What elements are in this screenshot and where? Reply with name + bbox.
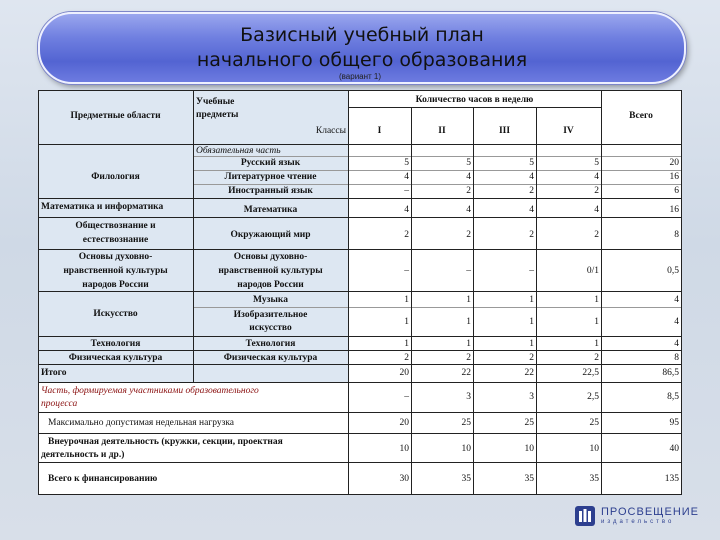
title-line-1: Базисный учебный план bbox=[240, 24, 484, 46]
value-participants-grade-4: 2,5 bbox=[587, 392, 599, 402]
value-participants-grade-1: – bbox=[404, 392, 409, 402]
header-total: Всего bbox=[629, 111, 653, 121]
value-fineart-grade-2: 1 bbox=[466, 317, 471, 327]
mandatory-label: Обязательная часть bbox=[196, 146, 281, 156]
value-world-grade-2: 2 bbox=[466, 230, 471, 240]
subject-math: Математика bbox=[243, 205, 298, 215]
value-funding-grade-1: 30 bbox=[399, 474, 409, 484]
value-literature-grade-4: 4 bbox=[594, 172, 599, 182]
value-participants-total: 8,5 bbox=[667, 392, 679, 402]
value-fineart-total: 4 bbox=[674, 317, 679, 327]
value-spiritual-grade-3: – bbox=[529, 266, 534, 276]
area-society-l2: естествознание bbox=[82, 235, 149, 245]
subject-music: Музыка bbox=[253, 295, 288, 305]
value-total-grade-3: 22 bbox=[524, 368, 534, 378]
value-fineart-grade-3: 1 bbox=[529, 317, 534, 327]
value-extracurricular-grade-3: 10 bbox=[524, 444, 534, 454]
row-participants-l2: процесса bbox=[41, 399, 78, 409]
area-philology: Филология bbox=[91, 172, 140, 182]
value-total-total: 86,5 bbox=[662, 368, 679, 378]
value-math-grade-1: 4 bbox=[404, 205, 409, 215]
value-world-grade-4: 2 bbox=[594, 230, 599, 240]
value-russian-total: 20 bbox=[669, 158, 679, 168]
value-max-load-grade-4: 25 bbox=[589, 418, 599, 428]
value-total-grade-2: 22 bbox=[461, 368, 471, 378]
value-pe-grade-2: 2 bbox=[466, 353, 471, 363]
value-spiritual-grade-1: – bbox=[404, 266, 409, 276]
value-foreign-grade-3: 2 bbox=[529, 186, 534, 196]
area-spiritual-l1: Основы духовно- bbox=[78, 252, 153, 262]
publisher-logo bbox=[574, 505, 699, 527]
row-total-label: Итого bbox=[41, 368, 67, 378]
row-funding-label: Всего к финансированию bbox=[48, 474, 158, 484]
variant-label: (вариант 1) bbox=[338, 72, 382, 81]
value-literature-grade-2: 4 bbox=[466, 172, 471, 182]
header-classes: Классы bbox=[315, 126, 346, 136]
value-math-grade-2: 4 bbox=[466, 205, 471, 215]
row-participants-l1: Часть, формируемая участниками образовательного bbox=[41, 386, 259, 396]
value-extracurricular-grade-2: 10 bbox=[461, 444, 471, 454]
grade-2: II bbox=[438, 126, 446, 136]
value-music-grade-4: 1 bbox=[594, 295, 599, 305]
value-music-grade-1: 1 bbox=[404, 295, 409, 305]
area-math: Математика и информатика bbox=[41, 202, 164, 212]
title-line-2: начального общего образования bbox=[196, 49, 528, 71]
header-areas: Предметные области bbox=[70, 111, 161, 121]
header-subjects-l2: предметы bbox=[196, 110, 239, 120]
area-spiritual-l3: народов России bbox=[82, 280, 149, 290]
value-funding-total: 135 bbox=[664, 474, 679, 484]
value-math-grade-4: 4 bbox=[594, 205, 599, 215]
header-subjects-l1: Учебные bbox=[196, 97, 235, 107]
publisher-name: ПРОСВЕЩЕНИЕ bbox=[601, 505, 700, 518]
area-society-l1: Обществознание и bbox=[75, 221, 156, 231]
value-foreign-grade-4: 2 bbox=[594, 186, 599, 196]
value-russian-grade-2: 5 bbox=[466, 158, 471, 168]
value-extracurricular-grade-1: 10 bbox=[399, 444, 409, 454]
value-world-grade-1: 2 bbox=[404, 230, 409, 240]
subject-foreign: Иностранный язык bbox=[228, 186, 313, 196]
value-math-total: 16 bbox=[669, 205, 679, 215]
subject-russian: Русский язык bbox=[240, 158, 301, 168]
value-math-grade-3: 4 bbox=[529, 205, 534, 215]
value-extracurricular-total: 40 bbox=[669, 444, 679, 454]
value-spiritual-total: 0,5 bbox=[667, 266, 679, 276]
value-foreign-grade-2: 2 bbox=[466, 186, 471, 196]
value-total-grade-1: 20 bbox=[399, 368, 409, 378]
value-russian-grade-3: 5 bbox=[529, 158, 534, 168]
value-participants-grade-2: 3 bbox=[466, 392, 471, 402]
subject-spiritual-l2: нравственной культуры bbox=[218, 266, 323, 276]
row-extra-l2: деятельность и др.) bbox=[41, 450, 125, 460]
area-art: Искусство bbox=[93, 309, 138, 319]
value-participants-grade-3: 3 bbox=[529, 392, 534, 402]
value-literature-grade-3: 4 bbox=[529, 172, 534, 182]
value-total-grade-4: 22,5 bbox=[582, 368, 599, 378]
value-funding-grade-4: 35 bbox=[589, 474, 599, 484]
subject-pe: Физическая культура bbox=[223, 353, 318, 363]
grade-3: III bbox=[498, 126, 511, 136]
value-funding-grade-2: 35 bbox=[461, 474, 471, 484]
publisher-sub: издательство bbox=[601, 518, 675, 525]
value-foreign-total: 6 bbox=[674, 186, 679, 196]
value-spiritual-grade-2: – bbox=[466, 266, 471, 276]
value-pe-grade-1: 2 bbox=[404, 353, 409, 363]
value-pe-grade-3: 2 bbox=[529, 353, 534, 363]
value-tech-grade-4: 1 bbox=[594, 339, 599, 349]
subject-literature: Литературное чтение bbox=[224, 172, 317, 182]
publisher-emblem-icon bbox=[574, 505, 596, 527]
value-tech-grade-1: 1 bbox=[404, 339, 409, 349]
area-spiritual-l2: нравственной культуры bbox=[63, 266, 168, 276]
header-hours: Количество часов в неделю bbox=[415, 95, 534, 105]
value-music-grade-2: 1 bbox=[466, 295, 471, 305]
row-extra-l1: Внеурочная деятельность (кружки, секции, проектная bbox=[48, 437, 283, 447]
value-max-load-grade-3: 25 bbox=[524, 418, 534, 428]
value-max-load-grade-2: 25 bbox=[461, 418, 471, 428]
curriculum-table bbox=[38, 90, 682, 495]
value-world-total: 8 bbox=[674, 230, 679, 240]
value-max-load-total: 95 bbox=[669, 418, 679, 428]
area-pe: Физическая культура bbox=[68, 353, 163, 363]
value-foreign-grade-1: – bbox=[404, 186, 409, 196]
subject-fineart-l2: искусство bbox=[249, 323, 292, 333]
value-extracurricular-grade-4: 10 bbox=[589, 444, 599, 454]
value-russian-grade-4: 5 bbox=[594, 158, 599, 168]
subject-spiritual-l3: народов России bbox=[237, 280, 304, 290]
value-literature-total: 16 bbox=[669, 172, 679, 182]
value-spiritual-grade-4: 0/1 bbox=[586, 266, 599, 276]
value-tech-total: 4 bbox=[674, 339, 679, 349]
subject-world: Окружающий мир bbox=[230, 230, 311, 240]
area-tech: Технология bbox=[90, 339, 141, 349]
value-max-load-grade-1: 20 bbox=[399, 418, 409, 428]
row-maxload-label: Максимально допустимая недельная нагрузка bbox=[48, 418, 235, 428]
subject-fineart-l1: Изобразительное bbox=[233, 310, 308, 320]
value-tech-grade-2: 1 bbox=[466, 339, 471, 349]
value-fineart-grade-4: 1 bbox=[594, 317, 599, 327]
value-world-grade-3: 2 bbox=[529, 230, 534, 240]
grade-4: IV bbox=[563, 126, 574, 136]
value-literature-grade-1: 4 bbox=[404, 172, 409, 182]
grade-1: I bbox=[377, 126, 382, 136]
value-funding-grade-3: 35 bbox=[524, 474, 534, 484]
value-russian-grade-1: 5 bbox=[404, 158, 409, 168]
value-music-total: 4 bbox=[674, 295, 679, 305]
value-pe-total: 8 bbox=[674, 353, 679, 363]
value-pe-grade-4: 2 bbox=[594, 353, 599, 363]
value-fineart-grade-1: 1 bbox=[404, 317, 409, 327]
value-tech-grade-3: 1 bbox=[529, 339, 534, 349]
subject-tech: Технология bbox=[245, 339, 296, 349]
subject-spiritual-l1: Основы духовно- bbox=[233, 252, 308, 262]
value-music-grade-3: 1 bbox=[529, 295, 534, 305]
